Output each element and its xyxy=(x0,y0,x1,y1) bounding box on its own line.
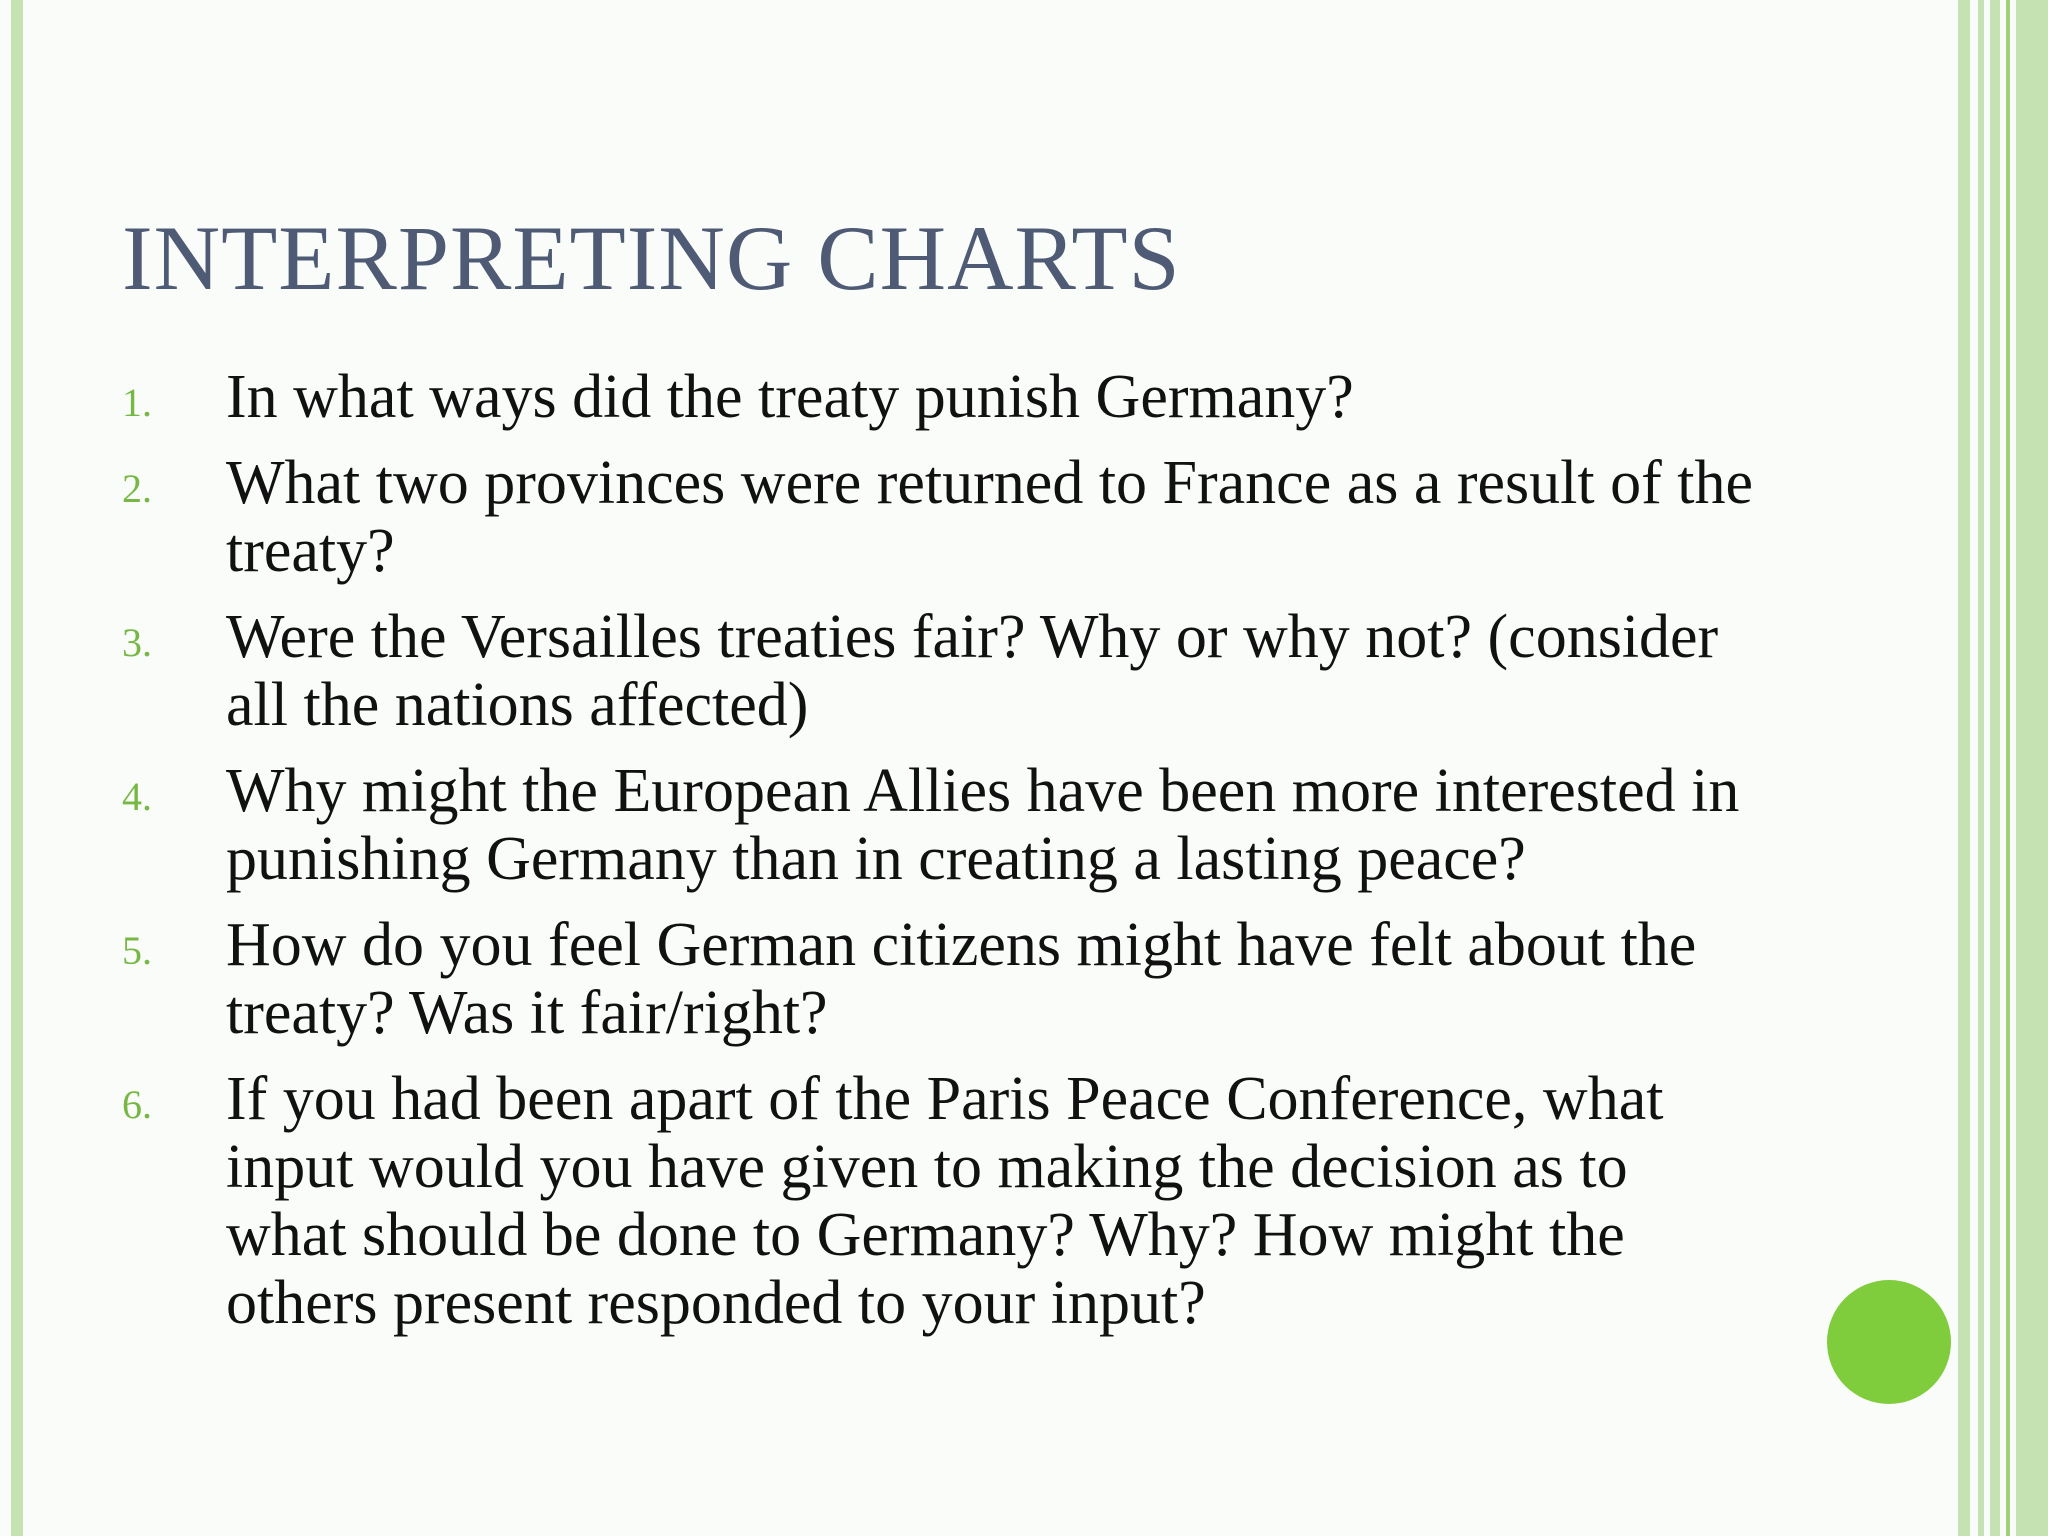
list-item-text: Were the Versailles treaties fair? Why or why not? (consider all the nations affected) xyxy=(226,603,1719,739)
decorative-circle xyxy=(1827,1280,1951,1404)
list-item-number: 2. xyxy=(122,466,152,511)
slide-title: INTERPRETING CHARTS xyxy=(122,207,1181,309)
right-accent-stripe xyxy=(2006,0,2010,1536)
list-item-text: Why might the European Allies have been more interested in punishing Germany than in creating a lasting peace? xyxy=(226,757,1740,893)
list-item-number: 4. xyxy=(122,774,152,819)
list-item-text: In what ways did the treaty punish Germany? xyxy=(226,363,1354,431)
list-item xyxy=(122,911,1762,1047)
right-accent-stripe xyxy=(1958,0,1970,1536)
right-accent-stripe xyxy=(1978,0,1984,1536)
question-list xyxy=(122,363,1762,1355)
list-item-text: How do you feel German citizens might have felt about the treaty? Was it fair/right? xyxy=(226,911,1697,1047)
list-item xyxy=(122,363,1762,431)
list-item xyxy=(122,757,1762,893)
list-item-text: If you had been apart of the Paris Peace Conference, what input would you have given to making the decision as to what should be done to Germany? Why? How might the others present responded to your input? xyxy=(226,1065,1664,1337)
list-item xyxy=(122,449,1762,585)
list-item-number: 5. xyxy=(122,928,152,973)
left-accent-bar xyxy=(11,0,23,1536)
list-item-number: 3. xyxy=(122,620,152,665)
list-item-text: What two provinces were returned to France as a result of the treaty? xyxy=(226,449,1754,585)
right-accent-stripe xyxy=(1990,0,2000,1536)
list-item xyxy=(122,603,1762,739)
list-item-number: 6. xyxy=(122,1082,152,1127)
list-item-number: 1. xyxy=(122,380,152,425)
list-item xyxy=(122,1065,1762,1337)
right-accent-stripe xyxy=(2016,0,2048,1536)
